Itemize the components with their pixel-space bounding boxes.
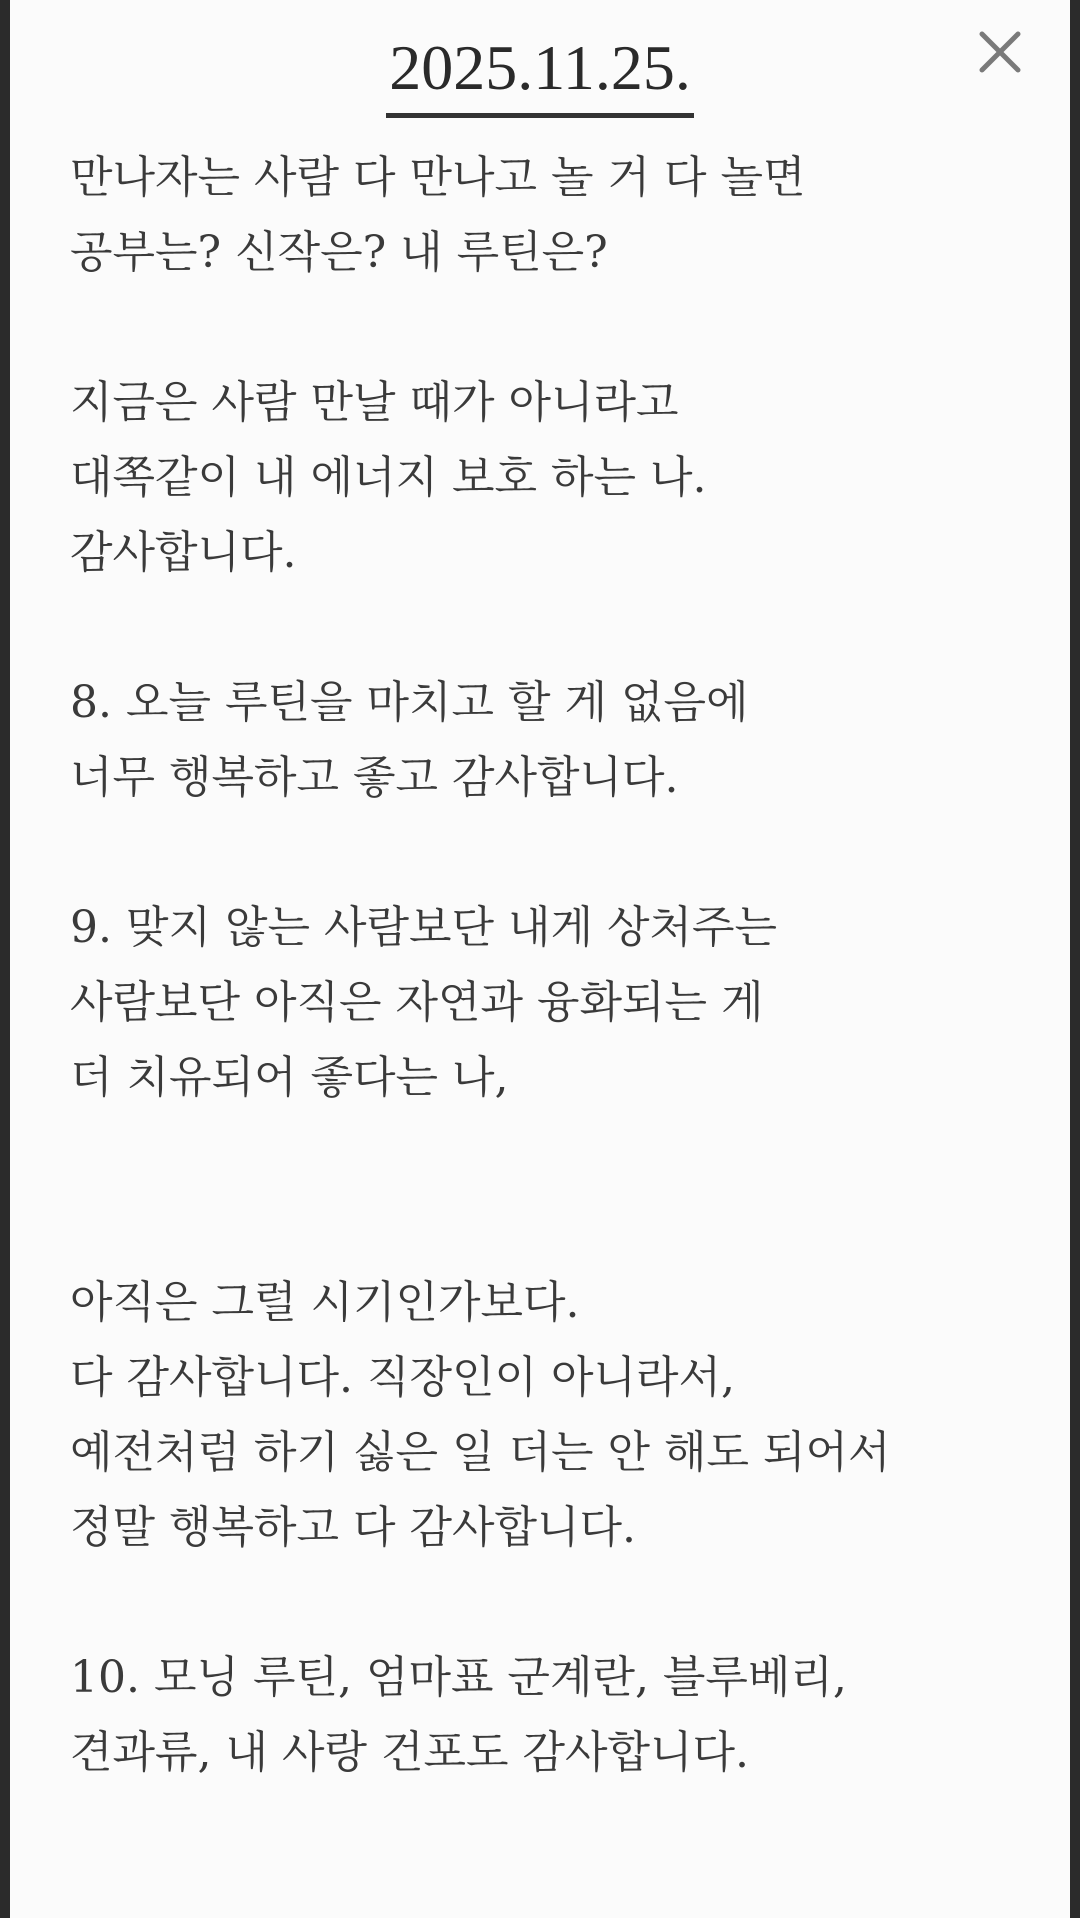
text-line: 견과류, 내 사랑 건포도 감사합니다. (70, 1727, 749, 1778)
text-line: 감사합니다. (70, 527, 297, 578)
text-line: 다 감사합니다. 직장인이 아니라서, (70, 1352, 735, 1403)
text-line: 9. 맞지 않는 사람보단 내게 상처주는 (70, 902, 777, 953)
blank-line (70, 290, 1030, 365)
close-icon (970, 22, 1030, 82)
text-line: 공부는? 신작은? 내 루틴은? (70, 227, 608, 278)
close-button[interactable] (970, 22, 1030, 82)
text-line: 너무 행복하고 좋고 감사합니다. (70, 752, 679, 803)
diary-page (10, 0, 1070, 1918)
text-line: 10. 모닝 루틴, 엄마표 군계란, 블루베리, (70, 1652, 847, 1703)
text-line: 정말 행복하고 다 감사합니다. (70, 1502, 636, 1553)
text-line: 대쪽같이 내 에너지 보호 하는 나. (70, 452, 707, 503)
blank-line (70, 590, 1030, 665)
text-line: 아직은 그럴 시기인가보다. (70, 1277, 580, 1328)
text-line: 예전처럼 하기 싫은 일 더는 안 해도 되어서 (70, 1427, 891, 1478)
page-title: 2025.11.25. (389, 32, 691, 103)
blank-line (70, 815, 1030, 890)
text-line: 만나자는 사람 다 만나고 놀 거 다 놀면 (70, 152, 806, 203)
text-line: 사람보단 아직은 자연과 융화되는 게 (70, 977, 764, 1028)
text-line: 더 치유되어 좋다는 나, (70, 1052, 509, 1103)
text-line: 지금은 사람 만날 때가 아니라고 (70, 377, 679, 428)
blank-line (70, 1565, 1030, 1640)
diary-text (70, 140, 1030, 1790)
blank-line (70, 1115, 1030, 1190)
title-underline (386, 113, 694, 118)
text-line: 8. 오늘 루틴을 마치고 할 게 없음에 (70, 677, 749, 728)
blank-line (70, 1190, 1030, 1265)
